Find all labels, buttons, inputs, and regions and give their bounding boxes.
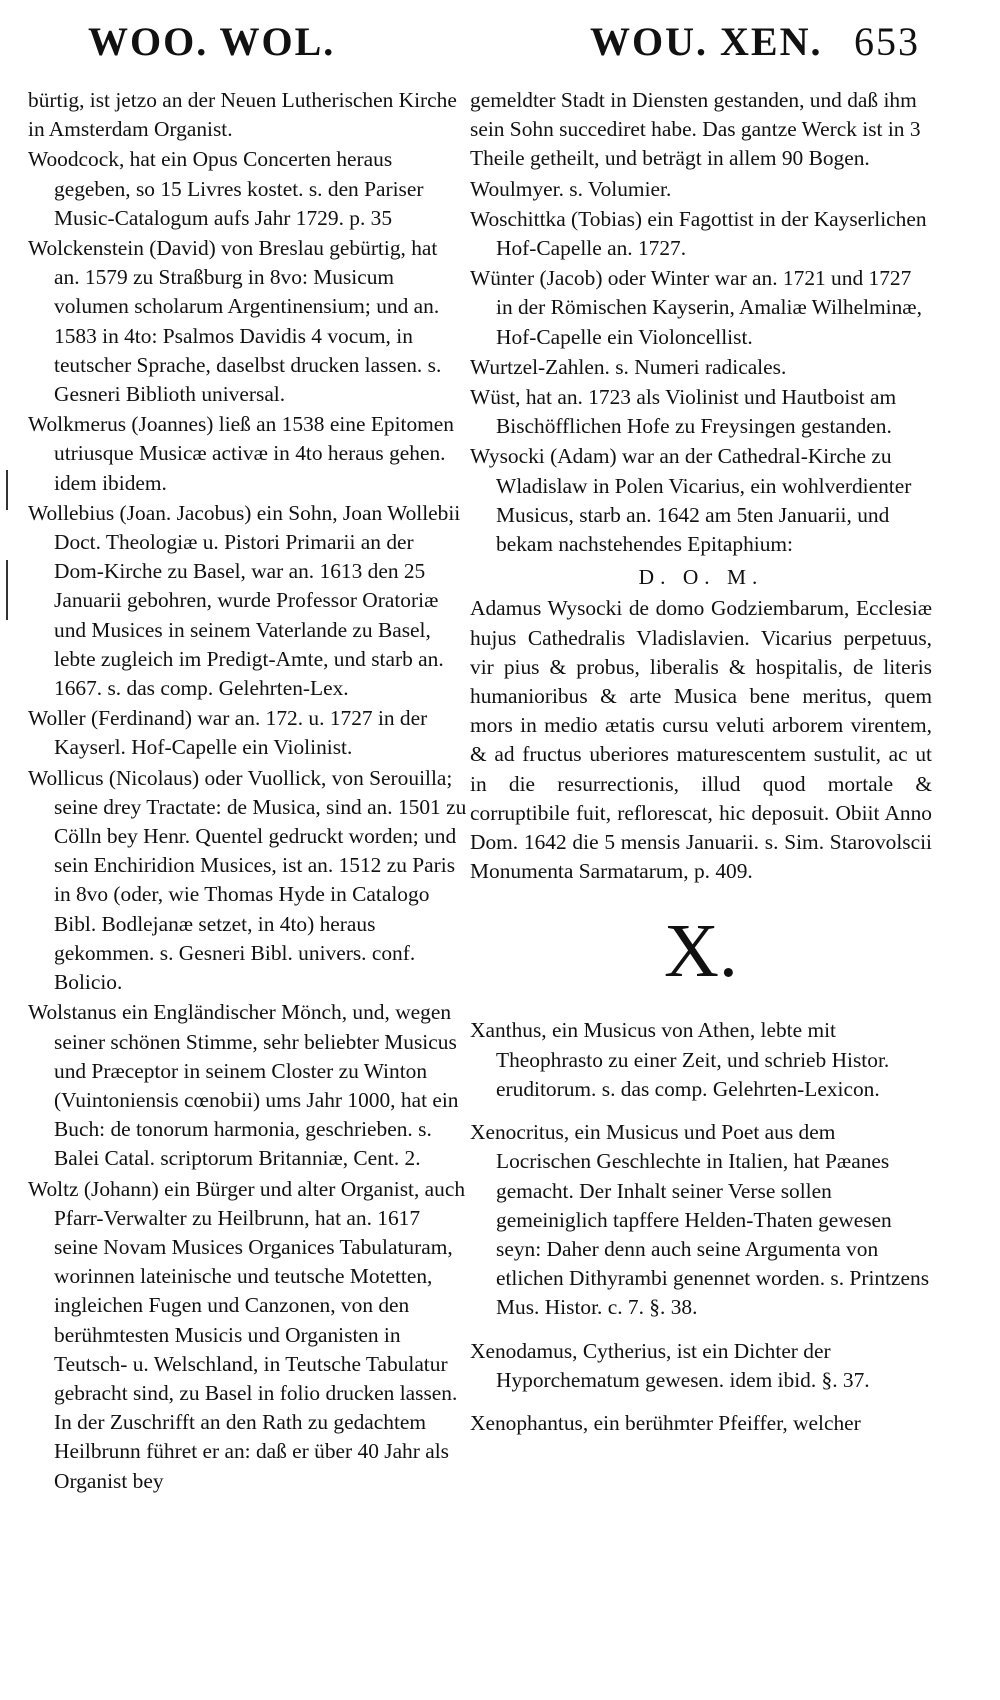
- page-number: 653: [854, 19, 920, 64]
- entry: Wollebius (Joan. Jacobus) ein Sohn, Joan Wollebii Doct. Theologiæ u. Pistori Primarii an der Dom-Kirche zu Basel, war an. 1613 den 25 Januarii gebohren, wurde Professor Oratoriæ und Musices in seinem Vaterlande zu Basel, lebte zugleich im Predigt-Amte, und starb an. 1667. s. das comp. Gelehrten-Lex.: [28, 500, 461, 701]
- entry: Woulmyer. s. Volumier.: [470, 176, 672, 201]
- entry: Xenodamus, Cytherius, ist ein Dichter der Hyporchematum gewesen. idem ibid. §. 37.: [470, 1338, 870, 1392]
- entry: Xenophantus, ein berühmter Pfeiffer, welcher: [470, 1410, 861, 1435]
- page-edge-mark: [6, 560, 8, 620]
- entry: Woschittka (Tobias) ein Fagottist in der Kayserlichen Hof-Capelle an. 1727.: [470, 206, 927, 261]
- left-column: [28, 86, 468, 1497]
- entry: Wünter (Jacob) oder Winter war an. 1721 und 1727 in der Römischen Kayserin, Amaliæ Wilhelminæ, Hof-Capelle ein Violoncellist.: [470, 266, 922, 349]
- section-letter: X.: [664, 909, 738, 994]
- entry: Wysocki (Adam) war an der Cathedral-Kirche zu Wladislaw in Polen Vicarius, ein wohlverdienter Musicus, starb an. 1642 am 5ten Januarii, und bekam nachstehendes Epitaphium:: [470, 444, 912, 557]
- entry: Woller (Ferdinand) war an. 172. u. 1727 in der Kayserl. Hof-Capelle ein Violinist.: [28, 706, 428, 760]
- page-edge-mark: [6, 470, 8, 510]
- epitaph-heading: D. O. M.: [638, 565, 764, 590]
- header-left: WOO. WOL.: [88, 19, 336, 64]
- entry: Wollicus (Nicolaus) oder Vuollick, von Serouilla; seine drey Tractate: de Musica, sind an. 1501 zu Cölln bey Henr. Quentel gedruckt worden; und sein Enchiridion Musices, ist an. 1512 zu Paris in 8vo (oder, wie Thomas Hyde in Catalogo Bibl. Bodlejanæ setzet, in 4to) heraus gekommen. s. Gesneri Bibl. univers. conf. Bolicio.: [28, 765, 467, 995]
- entry: Wolkmerus (Joannes) ließ an 1538 eine Epitomen utriusque Musicæ activæ in 4to heraus gehen. idem ibidem.: [28, 412, 454, 495]
- entry: Wolckenstein (David) von Breslau gebürtig, hat an. 1579 zu Straßburg in 8vo: Musicum volumen scholarum Argentinensium; und an. 1583 in 4to: Psalmos Davidis 4 vocum, in teutscher Sprache, daselbst drucken lassen. s. Gesneri Biblioth universal.: [28, 236, 442, 407]
- entry: Woltz (Johann) ein Bürger und alter Organist, auch Pfarr-Verwalter zu Heilbrunn, hat an. 1617 seine Novam Musices Organices Tabulaturam, worinnen lateinische und teutsche Motetten, ingleichen Fugen und Canzonen, von den berühmtesten Musicis und Organisten in Teutsch- u. Welschland, in Teutsche Tabulatur gebracht sind, zu Basel in folio drucken lassen. In der Zuschrifft an den Rath zu gedachtem Heilbrunn führet er an: daß er über 40 Jahr als Organist bey: [28, 1176, 466, 1493]
- entry: Xanthus, ein Musicus von Athen, lebte mit Theophrasto zu einer Zeit, und schrieb Histor. eruditorum. s. das comp. Gelehrten-Lexicon.: [470, 1018, 890, 1101]
- header-right: WOU. XEN.: [590, 19, 823, 64]
- right-column: [470, 86, 932, 1439]
- entry: Wurtzel-Zahlen. s. Numeri radicales.: [470, 354, 787, 379]
- entry: bürtig, ist jetzo an der Neuen Lutherischen Kirche in Amsterdam Organist.: [28, 88, 457, 142]
- entry-continuation: gemeldter Stadt in Diensten gestanden, und daß ihm sein Sohn succediret habe. Das gantze Werck ist in 3 Theile getheilt, und beträgt in allem 90 Bogen.: [470, 88, 921, 171]
- entry: Wolstanus ein Engländischer Mönch, und, wegen seiner schönen Stimme, sehr beliebter Musicus und Præceptor in seinem Closter zu Winton (Vuintoniensis cœnobii) ums Jahr 1000, hat ein Buch: de tonorum harmonia, geschrieben. s. Balei Catal. scriptorum Britanniæ, Cent. 2.: [28, 1000, 459, 1171]
- epitaph-text: Adamus Wysocki de domo Godziembarum, Ecclesiæ hujus Cathedralis Vladislavien. Vicarius perpetuus, vir pius & probus, liberalis & hospitalis, de literis humanioribus & arte Musica bene meritus, quem mors in medio ætatis cursu veluti arborem virentem, & ad fructus uberiores maturescentem sustulit, ac ut in die resurrectionis, illud quod mortale & corruptibile fuit, reflorescat, hic deposuit. Obiit Anno Dom. 1642 die 5 mensis Januarii. s. Sim. Starovolscii Monumenta Sarmatarum, p. 409.: [470, 596, 932, 884]
- entry: Woodcock, hat ein Opus Concerten heraus gegeben, so 15 Livres kostet. s. den Pariser Music-Catalogum aufs Jahr 1729. p. 35: [28, 147, 424, 230]
- entry: Wüst, hat an. 1723 als Violinist und Hautboist am Bischöfflichen Hofe zu Freysingen gestanden.: [470, 385, 897, 439]
- entry: Xenocritus, ein Musicus und Poet aus dem Locrischen Geschlechte in Italien, hat Pæanes gemacht. Der Inhalt seiner Verse sollen gemeiniglich tapffere Helden-Thaten gewesen seyn: Daher denn auch seine Argumenta von etlichen Dithyrambi genennet worden. s. Printzens Mus. Histor. c. 7. §. 38.: [470, 1120, 930, 1320]
